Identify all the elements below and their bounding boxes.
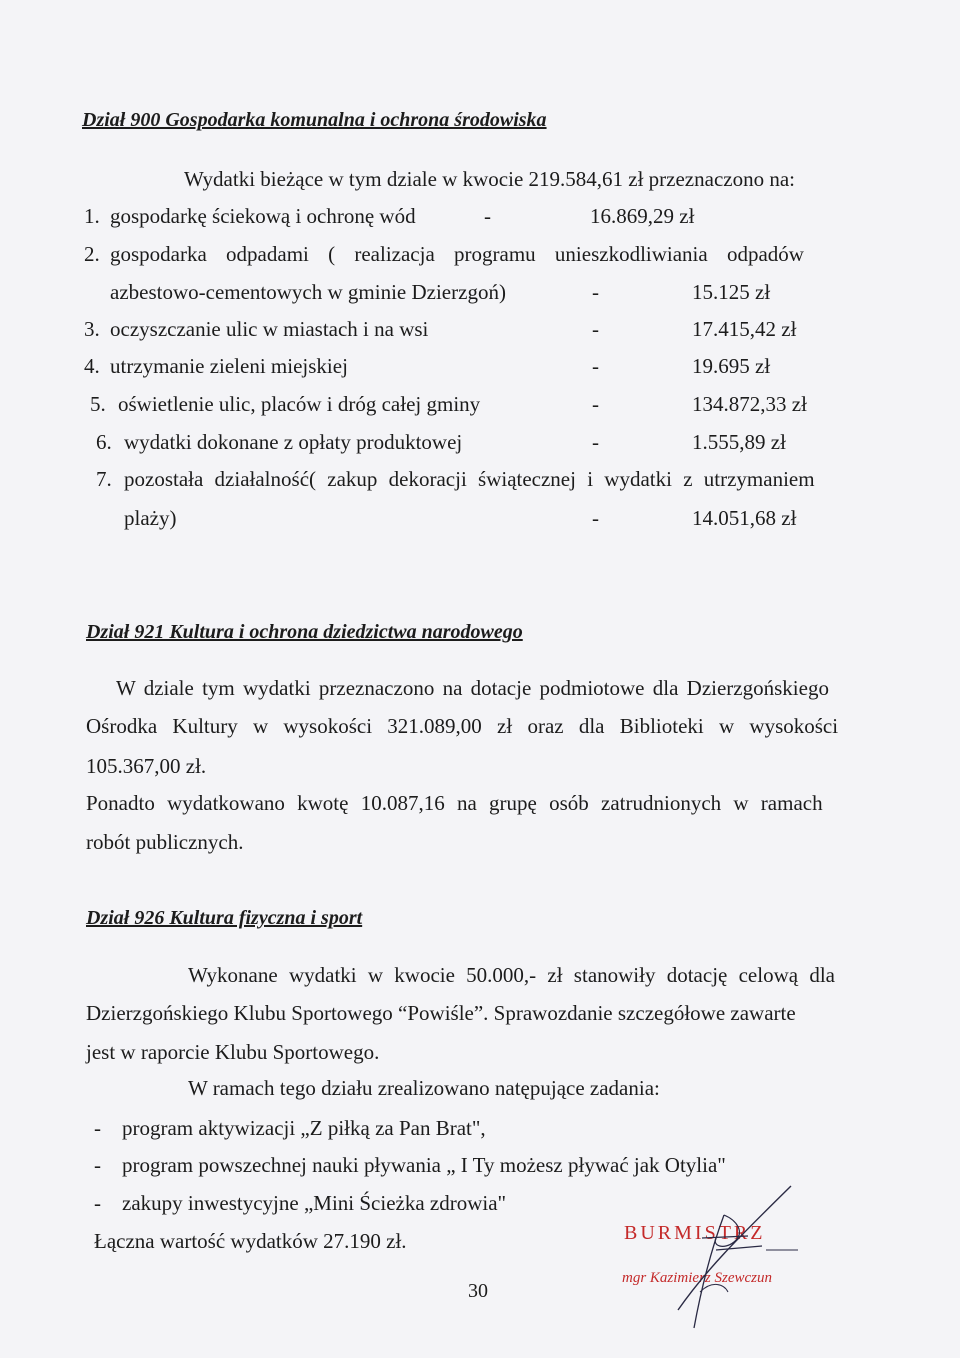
item-text: gospodarkę ściekową i ochronę wód xyxy=(110,204,416,228)
item-number: 5. xyxy=(90,392,106,416)
item-dash: - xyxy=(592,506,599,530)
paragraph-line: robót publicznych. xyxy=(86,830,244,854)
item-text: wydatki dokonane z opłaty produktowej xyxy=(124,430,463,454)
item-number: 7. xyxy=(96,467,112,491)
item-dash: - xyxy=(592,430,599,454)
bullet-dash: - xyxy=(94,1191,101,1215)
section-heading-926: Dział 926 Kultura fizyczna i sport xyxy=(86,907,363,929)
bullet-dash: - xyxy=(94,1116,101,1140)
item-text: oczyszczanie ulic w miastach i na wsi xyxy=(110,317,429,341)
total-line: Łączna wartość wydatków 27.190 zł. xyxy=(94,1229,407,1253)
section-900-intro: Wydatki bieżące w tym dziale w kwocie 219.584,61 zł przeznaczono na: xyxy=(184,167,795,191)
item-number: 6. xyxy=(96,430,112,454)
bullet-dash: - xyxy=(94,1153,101,1177)
bullet-item: zakupy inwestycyjne „Mini Ścieżka zdrowia" xyxy=(122,1191,507,1215)
item-amount: 17.415,42 zł xyxy=(692,317,797,341)
handwritten-signature xyxy=(616,1180,816,1330)
item-text-line1: pozostała działalność( zakup dekoracji świątecznej i wydatki z utrzymaniem xyxy=(124,467,815,491)
item-text-line2: plaży) xyxy=(124,506,177,530)
official-stamp xyxy=(616,1180,816,1330)
paragraph-line: Ośrodka Kultury w wysokości 321.089,00 zł oraz dla Biblioteki w wysokości xyxy=(86,714,839,738)
stamp-title: BURMISTRZ xyxy=(624,1222,766,1244)
item-text: utrzymanie zieleni miejskiej xyxy=(110,354,348,378)
paragraph-line: Dzierzgońskiego Klubu Sportowego “Powiśle”. Sprawozdanie szczegółowe zawarte xyxy=(86,1001,796,1025)
item-amount: 14.051,68 zł xyxy=(692,506,797,530)
item-dash: - xyxy=(592,280,599,304)
item-amount: 19.695 zł xyxy=(692,354,771,378)
item-dash: - xyxy=(484,204,491,228)
item-number: 1. xyxy=(84,204,100,228)
item-text-line1 xyxy=(110,242,866,266)
paragraph-line: W ramach tego działu zrealizowano natępujące zadania: xyxy=(188,1076,660,1100)
paragraph-line: jest w raporcie Klubu Sportowego. xyxy=(86,1040,380,1064)
paragraph-line: 105.367,00 zł. xyxy=(86,754,207,778)
paragraph-line: W dziale tym wydatki przeznaczono na dotacje podmiotowe dla Dzierzgońskiego xyxy=(116,676,829,700)
section-heading-921: Dział 921 Kultura i ochrona dziedzictwa narodowego xyxy=(86,621,523,643)
paragraph-line: Ponadto wydatkowano kwotę 10.087,16 na grupę osób zatrudnionych w ramach xyxy=(86,791,823,815)
item-amount: 15.125 zł xyxy=(692,280,771,304)
item-amount: 134.872,33 zł xyxy=(692,392,807,416)
item-text-line1-content: gospodarka odpadami ( realizacja programu unieszkodliwiania odpadów xyxy=(110,242,804,266)
item-dash: - xyxy=(592,317,599,341)
bullet-item: program aktywizacji „Z piłką za Pan Brat", xyxy=(122,1116,486,1140)
item-number: 4. xyxy=(84,354,100,378)
bullet-item: program powszechnej nauki pływania „ I Ty możesz pływać jak Otylia" xyxy=(122,1153,726,1177)
item-text: oświetlenie ulic, placów i dróg całej gminy xyxy=(118,392,481,416)
item-number: 2. xyxy=(84,242,100,266)
stamp-name: mgr Kazimierz Szewczun xyxy=(622,1270,773,1286)
paragraph-line: Wykonane wydatki w kwocie 50.000,- zł stanowiły dotację celową dla xyxy=(188,963,835,987)
item-number: 3. xyxy=(84,317,100,341)
item-amount: 16.869,29 zł xyxy=(590,204,695,228)
item-dash: - xyxy=(592,392,599,416)
page-number: 30 xyxy=(468,1280,488,1302)
item-amount: 1.555,89 zł xyxy=(692,430,786,454)
section-heading-900: Dział 900 Gospodarka komunalna i ochrona środowiska xyxy=(82,109,547,131)
item-text-line2: azbestowo-cementowych w gminie Dzierzgoń) xyxy=(110,280,506,304)
item-dash: - xyxy=(592,354,599,378)
